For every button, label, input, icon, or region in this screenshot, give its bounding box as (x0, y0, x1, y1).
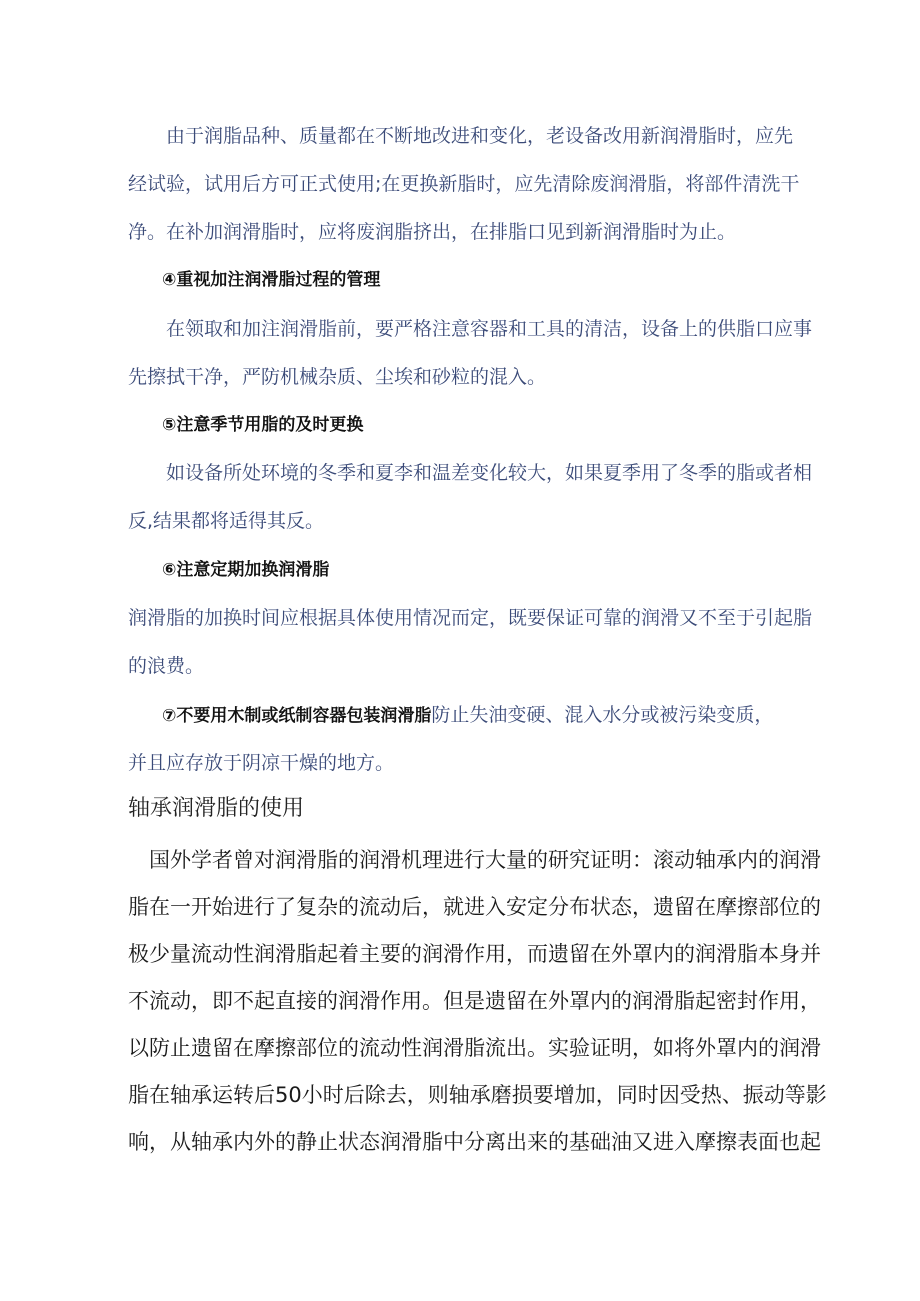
paragraph-line: 并且应存放于阴凉干燥的地方。 (128, 752, 395, 774)
paragraph-line: 先擦拭干净，严防机械杂质、尘埃和砂粒的混入。 (128, 366, 547, 388)
subheading-7 (162, 703, 773, 728)
paragraph-line: 润滑脂的加换时间应根据具体使用情况而定，既要保证可靠的润滑又不至于引起脂 (128, 607, 813, 629)
section-title: 轴承润滑脂的使用 (128, 796, 305, 821)
body-line: 以防止遗留在摩擦部位的流动性润滑脂流出。实验证明，如将外罩内的润滑 (128, 1036, 821, 1060)
subheading-6: ⑥注意定期加换润滑脂 (162, 560, 330, 580)
paragraph-line: 如设备所处环境的冬季和夏李和温差变化较大，如果夏季用了冬季的脂或者相 (166, 462, 813, 484)
paragraph-line: 净。在补加润滑脂时，应将废润脂挤出，在排脂口见到新润滑脂时为止。 (128, 221, 737, 243)
body-line: 不流动，即不起直接的润滑作用。但是遗留在外罩内的润滑脂起密封作用， (128, 989, 821, 1013)
subheading-7-text: 防止失油变硬、混入水分或被污染变质， (431, 704, 774, 726)
subheading-5: ⑤注意季节用脂的及时更换 (162, 415, 364, 435)
body-line: 脂在轴承运转后50小时后除去，则轴承磨损要增加，同时因受热、振动等影 (128, 1083, 827, 1107)
body-line: 脂在一开始进行了复杂的流动后，就进入安定分布状态，遗留在摩擦部位的 (128, 895, 821, 919)
paragraph-line: 反,结果都将适得其反。 (128, 510, 325, 532)
paragraph-line: 经试验，试用后方可正式使用;在更换新脂时，应先清除废润滑脂，将部件清洗干 (128, 173, 800, 195)
subheading-7-bold: ⑦不要用木制或纸制容器包装润滑脂 (162, 706, 432, 726)
body-line: 极少量流动性润滑脂起着主要的润滑作用，而遗留在外罩内的润滑脂本身并 (128, 942, 821, 966)
paragraph-line: 的浪费。 (128, 655, 205, 677)
paragraph-line: 由于润脂品种、质量都在不断地改进和变化，老设备改用新润滑脂时，应先 (166, 125, 794, 147)
paragraph-line: 在领取和加注润滑脂前，要严格注意容器和工具的清洁，设备上的供脂口应事 (166, 318, 813, 340)
body-line: 国外学者曾对润滑脂的润滑机理进行大量的研究证明：滚动轴承内的润滑 (149, 848, 821, 872)
subheading-4: ④重视加注润滑脂过程的管理 (162, 270, 381, 290)
body-line: 响，从轴承内外的静止状态润滑脂中分离出来的基础油又进入摩擦表面也起 (128, 1130, 821, 1154)
